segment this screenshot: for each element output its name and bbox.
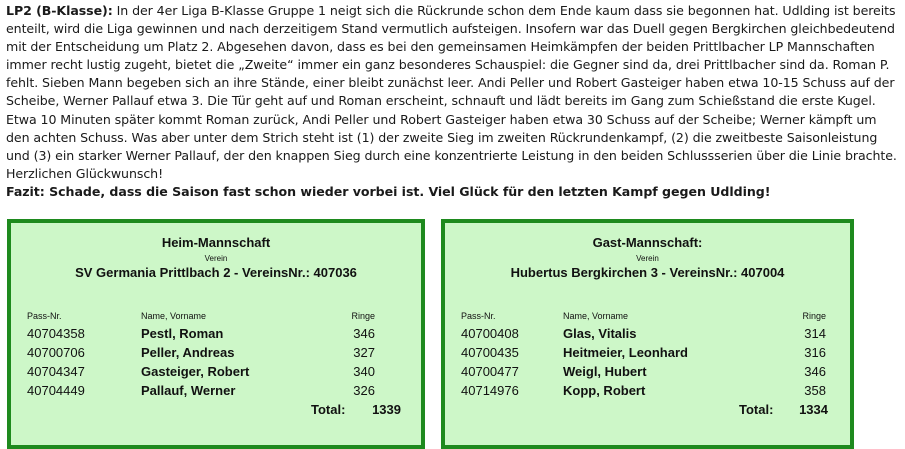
shooter-name: Gasteiger, Robert <box>141 364 250 379</box>
home-header-name: Name, Vorname <box>141 311 207 321</box>
ringe-value: 327 <box>353 345 375 360</box>
guest-header-name: Name, Vorname <box>563 311 629 321</box>
shooter-name: Kopp, Robert <box>563 383 646 398</box>
pass-number: 40700408 <box>461 326 519 341</box>
shooter-name: Peller, Andreas <box>141 345 235 360</box>
article-paragraph <box>6 2 899 183</box>
table-row <box>445 364 850 383</box>
ringe-value: 358 <box>804 383 826 398</box>
guest-total-label: Total: <box>739 402 774 417</box>
pass-number: 40700706 <box>27 345 85 360</box>
guest-header-ringe: Ringe <box>802 311 826 321</box>
guest-team-panel <box>441 219 854 449</box>
guest-team-role: Gast-Mannschaft: <box>592 235 703 250</box>
fazit-text: Fazit: Schade, dass die Saison fast schon wieder vorbei ist. Viel Glück für den letzten Kampf gegen Udlding! <box>6 184 771 199</box>
table-row <box>11 345 421 364</box>
shooter-name: Pestl, Roman <box>141 326 224 341</box>
pass-number: 40700477 <box>461 364 519 379</box>
ringe-value: 326 <box>353 383 375 398</box>
ringe-value: 316 <box>804 345 826 360</box>
ringe-value: 346 <box>804 364 826 379</box>
home-total-value: 1339 <box>372 402 401 417</box>
pass-number: 40714976 <box>461 383 519 398</box>
table-row <box>445 345 850 364</box>
home-team-panel <box>7 219 425 449</box>
shooter-name: Pallauf, Werner <box>141 383 236 398</box>
guest-header-pass: Pass-Nr. <box>461 311 496 321</box>
ringe-value: 314 <box>804 326 826 341</box>
table-row <box>11 364 421 383</box>
guest-verein-caption: Verein <box>636 254 659 263</box>
pass-number: 40704358 <box>27 326 85 341</box>
article-heading: LP2 (B-Klasse): <box>6 3 113 18</box>
table-row <box>11 326 421 345</box>
shooter-name: Weigl, Hubert <box>563 364 647 379</box>
article-body: In der 4er Liga B-Klasse Gruppe 1 neigt sich die Rückrunde schon dem Ende kaum dass sie begonnen hat. Udlding ist bereits enteilt, wird die Liga gewinnen und nach derzeitigem Stand vermutlich aufsteigen. Insofern war das Duell gegen Bergkirchen gleichbedeutend mit der Entscheidung um Platz 2. Abgesehen davon, dass es bei den gemeinsamen Heimkämpfen der beiden Prittlbacher LP Mannschaften immer recht lustig zugeht, bietet die „Zweite“ immer ein ganz besonderes Schauspiel: die Gegner sind da, drei Prittlbacher sind da. Roman P. fehlt. Sieben Mann begeben sich an ihre Stände, einer bleibt zunächst leer. Andi Peller und Robert Gasteiger haben etwa 10-15 Schuss auf der Scheibe, Werner Pallauf etwa 3. Die Tür geht auf und Roman erscheint, schnauft und lädt bereits im Gang zum Schießstand die erste Kugel. Etwa 10 Minuten später kommt Roman zurück, Andi Peller und Robert Gasteiger haben etwa 30 Schuss auf der Scheibe; Werner kämpft um den achten Schuss. Was aber unter dem Strich steht ist (1) der zweite Sieg im zweiten Rückrundenkampf, (2) die zweitbeste Saisonleistung und (3) ein starker Werner Pallauf, der den knappen Sieg durch eine konzentrierte Leistung in den beiden Schlussserien über die Linie brachte. Herzlichen Glückwunsch! <box>6 3 897 181</box>
table-row <box>445 326 850 345</box>
guest-club-name: Hubertus Bergkirchen 3 - VereinsNr.: 407004 <box>510 265 785 280</box>
ringe-value: 340 <box>353 364 375 379</box>
home-team-role: Heim-Mannschaft <box>161 235 271 250</box>
table-row <box>11 383 421 402</box>
table-row <box>445 383 850 402</box>
home-verein-caption: Verein <box>204 254 228 263</box>
guest-total-value: 1334 <box>799 402 828 417</box>
ringe-value: 346 <box>353 326 375 341</box>
pass-number: 40704347 <box>27 364 85 379</box>
home-header-pass: Pass-Nr. <box>27 311 62 321</box>
pass-number: 40700435 <box>461 345 519 360</box>
home-header-ringe: Ringe <box>351 311 375 321</box>
home-total-label: Total: <box>311 402 346 417</box>
shooter-name: Glas, Vitalis <box>563 326 637 341</box>
home-club-name: SV Germania Prittlbach 2 - VereinsNr.: 407036 <box>75 265 357 280</box>
pass-number: 40704449 <box>27 383 85 398</box>
shooter-name: Heitmeier, Leonhard <box>563 345 688 360</box>
